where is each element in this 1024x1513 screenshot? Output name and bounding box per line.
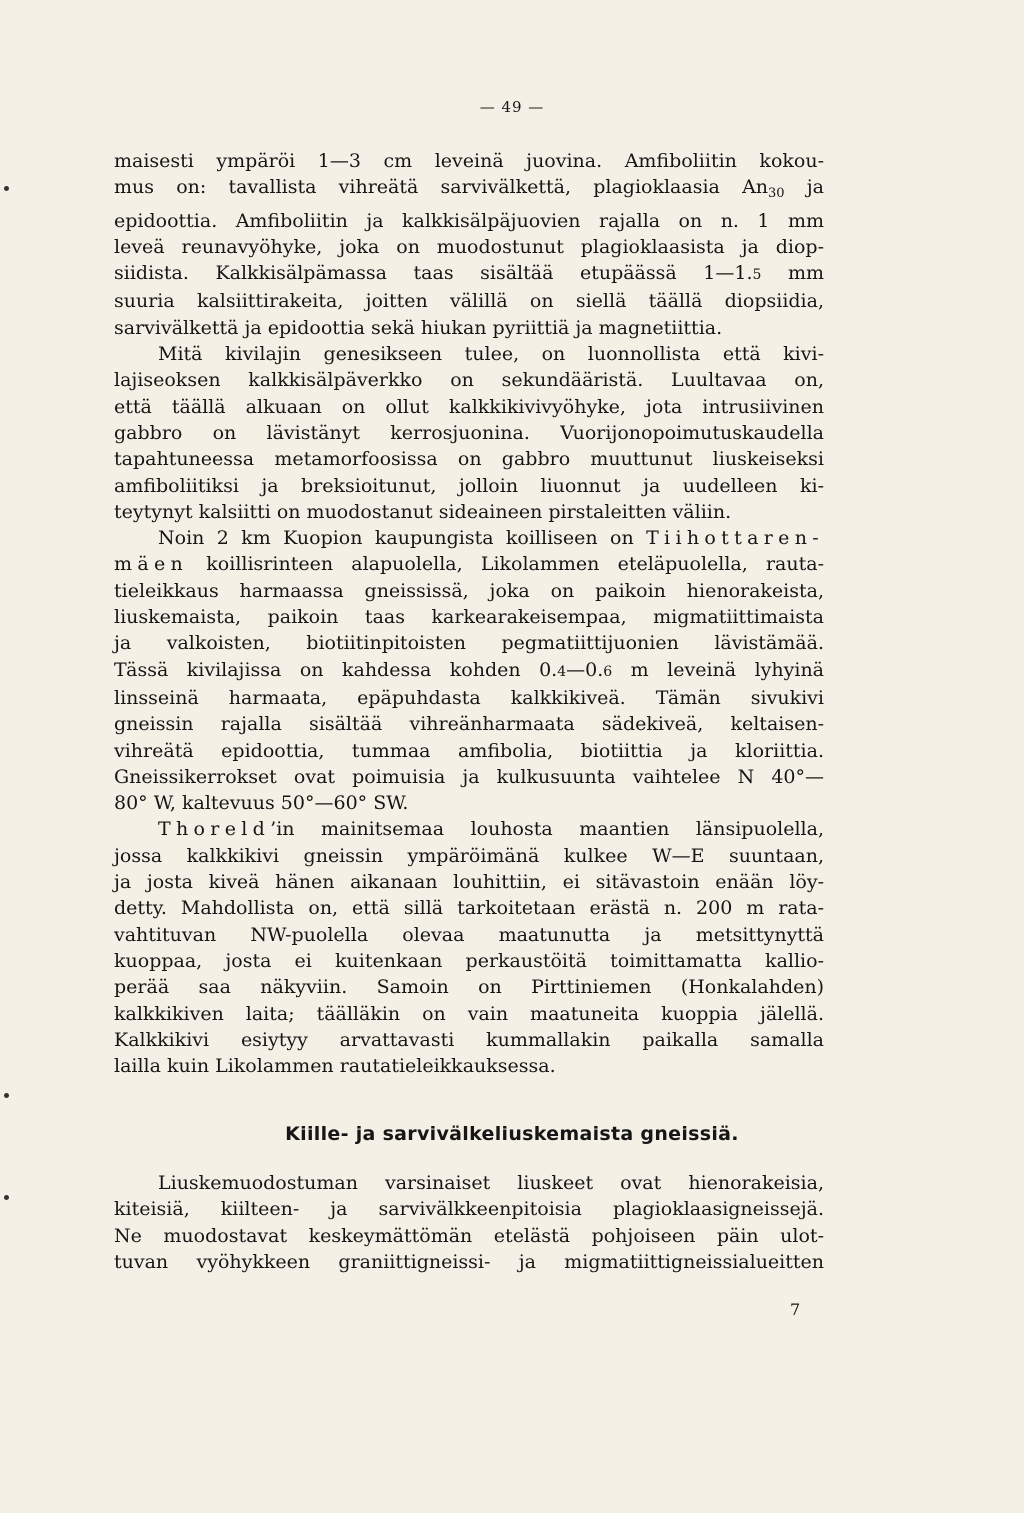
text-line: Mitä kivilajin genesikseen tulee, on luonnollista että kivi- (158, 343, 824, 366)
text-line: mus on: tavallista vihreätä sarvivälkettä, plagioklaasia $An_{30}$ ja (114, 176, 824, 202)
text-line: siidista. Kalkkisälpämassa taas sisältää etupäässä 1—1.5 mm (114, 262, 824, 285)
text-line: Noin 2 km Kuopion kaupungista koilliseen on Tiihottaren- (158, 527, 824, 550)
text-line: maisesti ympäröi 1—3 cm leveinä juovina. Amfiboliitin kokou- (114, 150, 824, 172)
body-text-upper (114, 148, 824, 1079)
margin-speck (4, 1093, 9, 1098)
text-line: ja valkoisten, biotiitinpitoisten pegmatiittijuonien lävistämää. (114, 632, 824, 655)
text-line: linsseinä harmaata, epäpuhdasta kalkkikiveä. Tämän sivukivi (114, 686, 824, 709)
text-line: gneissin rajalla sisältää vihreänharmaata sädekiveä, keltaisen- (114, 713, 824, 736)
text-line: perää saa näkyviin. Samoin on Pirttiniemen (Honkalahden) (114, 976, 824, 999)
text-line: Gneissikerrokset ovat poimuisia ja kulkusuunta vaihtelee N 40°— (114, 765, 824, 788)
text-line: ja josta kiveä hänen aikanaan louhittiin, ei sitävastoin enään löy- (114, 871, 824, 894)
text-line: mäen koillisrinteen alapuolella, Likolammen eteläpuolella, rauta- (114, 553, 824, 576)
text-line: jossa kalkkikivi gneissin ympäröimänä kulkee W—E suuntaan, (114, 844, 824, 867)
text-line: gabbro on lävistänyt kerrosjuonina. Vuorijonopoimutuskaudella (114, 421, 824, 444)
text-line: lajiseoksen kalkkisälpäverkko on sekundääristä. Luultavaa on, (114, 369, 824, 392)
text-line: Kalkkikivi esiytyy arvattavasti kummallakin paikalla samalla (114, 1028, 824, 1051)
text-line: epidoottia. Amfiboliitin ja kalkkisälpäjuovien rajalla on n. 1 mm (114, 209, 824, 232)
subscript: 30 (768, 186, 785, 202)
text-line: tieleikkaus harmaassa gneississä, joka on paikoin hienorakeista, (114, 579, 824, 602)
page-number: — 49 — (479, 98, 545, 116)
section-heading: Kiille- ja sarvivälkeliuskemaista gneissiä. (285, 1123, 739, 1145)
text-line: kalkkikiven laita; täälläkin on vain maatuneita kuoppia jälellä. (114, 1002, 824, 1025)
text-line: Tässä kivilajissa on kahdessa kohden 0.4—0.6 m leveinä lyhyinä (114, 658, 825, 681)
spaced-name: Tiihottaren- (646, 527, 824, 550)
margin-speck (4, 186, 9, 191)
text-line: kuoppaa, josta ei kuitenkaan perkaustöitä toimittamatta kallio- (114, 949, 824, 972)
small-digit: 5 (752, 267, 762, 284)
text-line: vahtituvan NW-puolella olevaa maatunutta ja metsittynyttä (114, 923, 824, 946)
text-line: Liuskemuodostuman varsinaiset liuskeet ovat hienorakeisia, (158, 1172, 824, 1194)
text-line: vihreätä epidoottia, tummaa amfibolia, biotiittia ja kloriittia. (114, 739, 824, 762)
text-line: amfiboliitiksi ja breksioitunut, jolloin liuonnut ja uudelleen ki- (114, 474, 824, 497)
text-line: leveä reunavyöhyke, joka on muodostunut plagioklaasista ja diop- (114, 235, 824, 258)
spaced-name: mäen (114, 553, 189, 576)
text-line: että täällä alkuaan on ollut kalkkikivivyöhyke, jota intrusiivinen (114, 395, 824, 418)
text-line: tuvan vyöhykkeen graniittigneissi- ja migmatiittigneissialueitten (114, 1250, 824, 1273)
text-line: teytynyt kalsiitti on muodostanut sideaineen pirstaleitten väliin. (114, 500, 732, 523)
margin-speck (4, 1195, 9, 1200)
text-line: kiteisiä, kiilteen- ja sarvivälkkeenpitoisia plagioklaasigneissejä. (114, 1198, 824, 1221)
text-line: suuria kalsiittirakeita, joitten välillä on siellä täällä diopsiidia, (114, 290, 824, 313)
spaced-name: Thoreld (158, 818, 271, 841)
text-line: liuskemaista, paikoin taas karkearakeisempaa, migmatiittimaista (114, 606, 824, 629)
text-line: 80° W, kaltevuus 50°—60° SW. (114, 792, 409, 815)
signature-mark: 7 (790, 1300, 801, 1319)
text-line: tapahtuneessa metamorfoosissa on gabbro muuttunut liuskeiseksi (114, 448, 824, 471)
text-line: lailla kuin Likolammen rautatieleikkauksessa. (114, 1055, 556, 1078)
text-line: Ne muodostavat keskeymättömän etelästä pohjoiseen päin ulot- (114, 1224, 824, 1247)
text-line: detty. Mahdollista on, että sillä tarkoitetaan erästä n. 200 m rata- (114, 897, 824, 920)
text-line: Thoreld’in mainitsemaa louhosta maantien länsipuolella, (158, 818, 824, 841)
body-text-lower (114, 1170, 824, 1275)
text-line: sarvivälkettä ja epidoottia sekä hiukan pyriittiä ja magnetiittia. (114, 316, 723, 339)
